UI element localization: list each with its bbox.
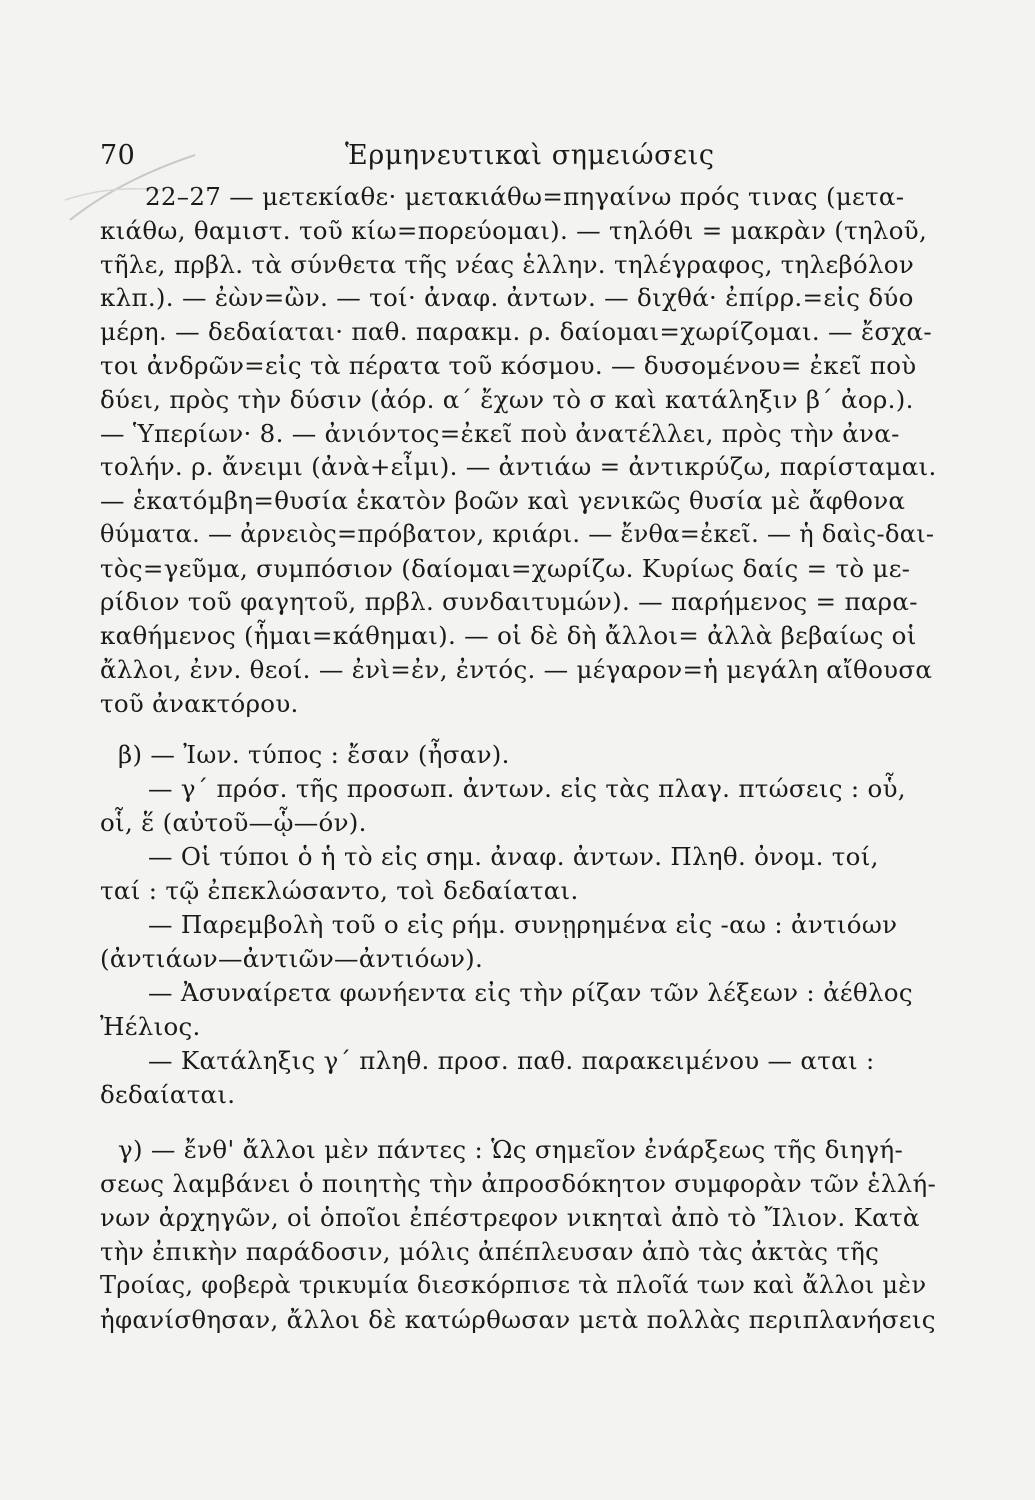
text-line: ἄλλοι, ἐνν. θεοί. — ἐνὶ=ἐν, ἐντός. — μέγαρον=ἡ μεγάλη αἴθουσα <box>100 655 933 684</box>
text-line: — Οἱ τύποι ὁ ἡ τὸ εἰς σημ. ἀναφ. ἀντων. Πληθ. ὀνομ. τοί, <box>148 842 879 871</box>
text-line: καθήμενος (ἧμαι=κάθημαι). — οἱ δὲ δὴ ἄλλοι= ἀλλὰ βεβαίως οἱ <box>100 621 917 650</box>
text-line: — ἑκατόμβη=θυσία ἑκατὸν βοῶν καὶ γενικῶς θυσία μὲ ἄφθονα <box>100 486 906 515</box>
text-line: (ἀντιάων—ἀντιῶν—ἀντιόων). <box>100 944 484 973</box>
text-line: κιάθω, θαμιστ. τοῦ κίω=πορεύομαι). — τηλόθι = μακρὰν (τηλοῦ, <box>100 216 928 245</box>
text-line: — γ΄ πρόσ. τῆς προσωπ. ἀντων. εἰς τὰς πλαγ. πτώσεις : οὗ, <box>148 774 906 803</box>
text-line: Τροίας, φοβερὰ τρικυμία διεσκόρπισε τὰ πλοῖά των καὶ ἄλλοι μὲν <box>100 1271 927 1299</box>
text-line: Ἠέλιος. <box>100 1012 201 1041</box>
text-line: — Παρεμβολὴ τοῦ ο εἰς ρήμ. συνῃρημένα εἰς -αω : ἀντιόων <box>148 910 898 939</box>
text-line: τολήν. ρ. ἄνειμι (ἀνὰ+εἶμι). — ἀντιάω = ἀντικρύζω, παρίσταμαι. <box>100 452 937 481</box>
text-line: — Ὑπερίων· 8. — ἀνιόντος=ἐκεῖ ποὺ ἀνατέλλει, πρὸς τὴν ἀνα- <box>100 419 900 448</box>
text-line: τὴν ἐπικὴν παράδοσιν, μόλις ἀπέπλευσαν ἀπὸ τὰς ἀκτὰς τῆς <box>100 1237 880 1266</box>
page-header-title: Ἑρμηνευτικαὶ σημειώσεις <box>345 140 715 171</box>
text-line: — Ἀσυναίρετα φωνήεντα εἰς τὴν ρίζαν τῶν λέξεων : ἀέθλος <box>148 978 913 1007</box>
text-line: τοι ἀνδρῶν=εἰς τὰ πέρατα τοῦ κόσμου. — δυσομένου= ἐκεῖ ποὺ <box>100 351 917 380</box>
text-line: τοῦ ἀνακτόρου. <box>100 689 299 718</box>
text-line: ἠφανίσθησαν, ἄλλοι δὲ κατώρθωσαν μετὰ πολλὰς περιπλανήσεις <box>100 1305 936 1334</box>
section-c-line: γ) — ἔνθ' ἄλλοι μὲν πάντες : Ὡς σημεῖον ἐνάρξεως τῆς διηγή- <box>118 1135 904 1164</box>
text-line: δεδαίαται. <box>100 1080 236 1109</box>
text-line: 22–27 — μετεκίαθε· μετακιάθω=πηγαίνω πρός τινας (μετα- <box>145 182 905 211</box>
text-line: ρίδιον τοῦ φαγητοῦ, πρβλ. συνδαιτυμών). — παρήμενος = παρα- <box>100 587 918 616</box>
page-number: 70 <box>100 140 136 171</box>
text-line: τῆλε, πρβλ. τὰ σύνθετα τῆς νέας ἑλλην. τηλέγραφος, τηλεβόλον <box>100 250 915 279</box>
section-b-line: β) — Ἰων. τύπος : ἔσαν (ἦσαν). <box>118 740 510 769</box>
text-line: σεως λαμβάνει ὁ ποιητὴς τὴν ἀπροσδόκητον συμφορὰν τῶν ἑλλή- <box>100 1169 937 1198</box>
text-line: ταί : τῷ ἐπεκλώσαντο, τοὶ δεδαίαται. <box>100 876 579 905</box>
text-line: οἷ, ἕ (αὐτοῦ—ᾧ—όν). <box>100 808 367 837</box>
text-line: κλπ.). — ἐὼν=ὢν. — τοί· ἀναφ. ἀντων. — διχθά· ἐπίρρ.=εἰς δύο <box>100 283 914 312</box>
text-line: — Κατάληξις γ΄ πληθ. προσ. παθ. παρακειμένου — αται : <box>148 1046 875 1075</box>
text-line: τὸς=γεῦμα, συμπόσιον (δαίομαι=χωρίζω. Κυρίως δαίς = τὸ με- <box>100 554 911 583</box>
text-line: θύματα. — ἀρνειὸς=πρόβατον, κριάρι. — ἔνθα=ἐκεῖ. — ἡ δαὶς-δαι- <box>100 520 935 548</box>
text-line: νων ἀρχηγῶν, οἱ ὁποῖοι ἐπέστρεφον νικηταὶ ἀπὸ τὸ Ἴλιον. Κατὰ <box>100 1203 920 1232</box>
text-line: δύει, πρὸς τὴν δύσιν (ἀόρ. α΄ ἔχων τὸ σ καὶ κατάληξιν β΄ ἀορ.). <box>100 385 914 414</box>
text-line: μέρη. — δεδαίαται· παθ. παρακμ. ρ. δαίομαι=χωρίζομαι. — ἔσχα- <box>100 317 932 346</box>
